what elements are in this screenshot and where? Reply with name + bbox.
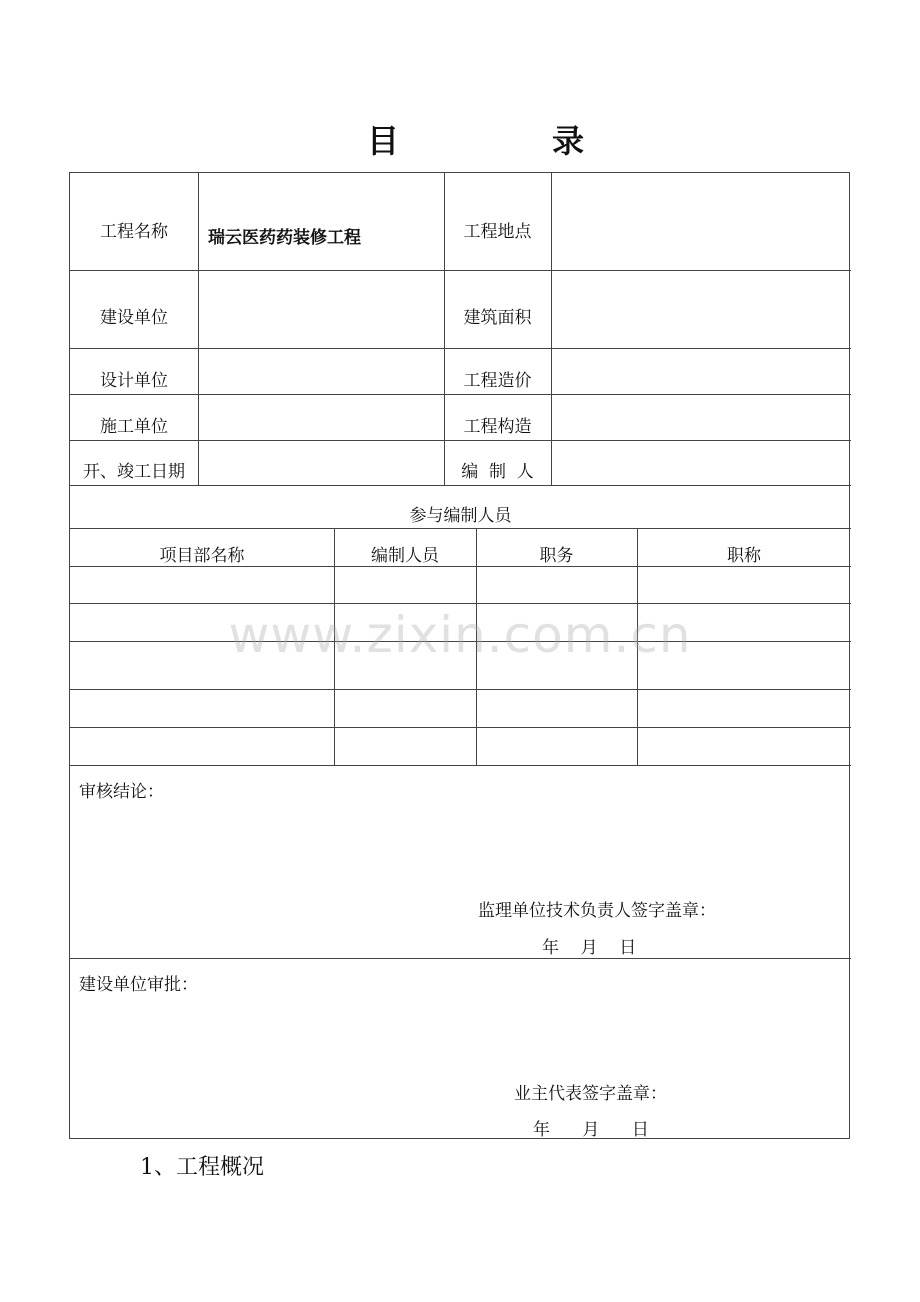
value-start-end-date bbox=[198, 440, 444, 485]
approval-date: 年 月 日 bbox=[533, 1120, 649, 1140]
column-header-project-dept: 项目部名称 bbox=[159, 545, 245, 566]
label-building-area: 建筑面积 bbox=[463, 307, 532, 328]
section-heading: 1、工程概况 bbox=[140, 1155, 264, 1180]
value-design-unit bbox=[198, 348, 444, 394]
approval-label: 建设单位审批： bbox=[79, 975, 198, 995]
page-title bbox=[0, 116, 920, 160]
label-contractor: 施工单位 bbox=[100, 416, 168, 437]
watermark: www.zixin.com.cn bbox=[228, 606, 692, 664]
value-project-structure bbox=[551, 394, 851, 440]
value-project-location bbox=[551, 173, 851, 270]
catalog-form-table bbox=[69, 172, 850, 1139]
column-header-position: 职务 bbox=[539, 545, 574, 566]
project-name-text: 瑞云医药药装修工程 bbox=[208, 227, 361, 248]
label-project-cost: 工程造价 bbox=[463, 370, 532, 391]
participants-heading: 参与编制人员 bbox=[409, 505, 512, 526]
column-header-title: 职称 bbox=[727, 545, 761, 566]
label-project-structure: 工程构造 bbox=[463, 416, 532, 437]
label-project-location: 工程地点 bbox=[463, 221, 532, 242]
value-contractor bbox=[198, 394, 444, 440]
label-design-unit: 设计单位 bbox=[100, 370, 168, 391]
review-conclusion-label: 审核结论： bbox=[79, 782, 164, 802]
label-project-name: 工程名称 bbox=[100, 221, 168, 242]
value-construction-unit bbox=[198, 270, 444, 348]
approval-signature-label: 业主代表签字盖章： bbox=[514, 1084, 667, 1104]
value-project-cost bbox=[551, 348, 851, 394]
label-compiler: 编 制 人 bbox=[461, 462, 534, 482]
value-building-area bbox=[551, 270, 851, 348]
value-compiler bbox=[551, 440, 851, 485]
review-date: 年 月 日 bbox=[542, 938, 637, 958]
column-header-compilers: 编制人员 bbox=[371, 545, 439, 566]
label-start-end-date: 开、竣工日期 bbox=[83, 462, 185, 482]
label-construction-unit: 建设单位 bbox=[100, 307, 168, 328]
title-char-1: 目 bbox=[367, 122, 400, 160]
review-signature-label: 监理单位技术负责人签字盖章： bbox=[478, 901, 716, 921]
title-char-2: 录 bbox=[552, 122, 585, 160]
